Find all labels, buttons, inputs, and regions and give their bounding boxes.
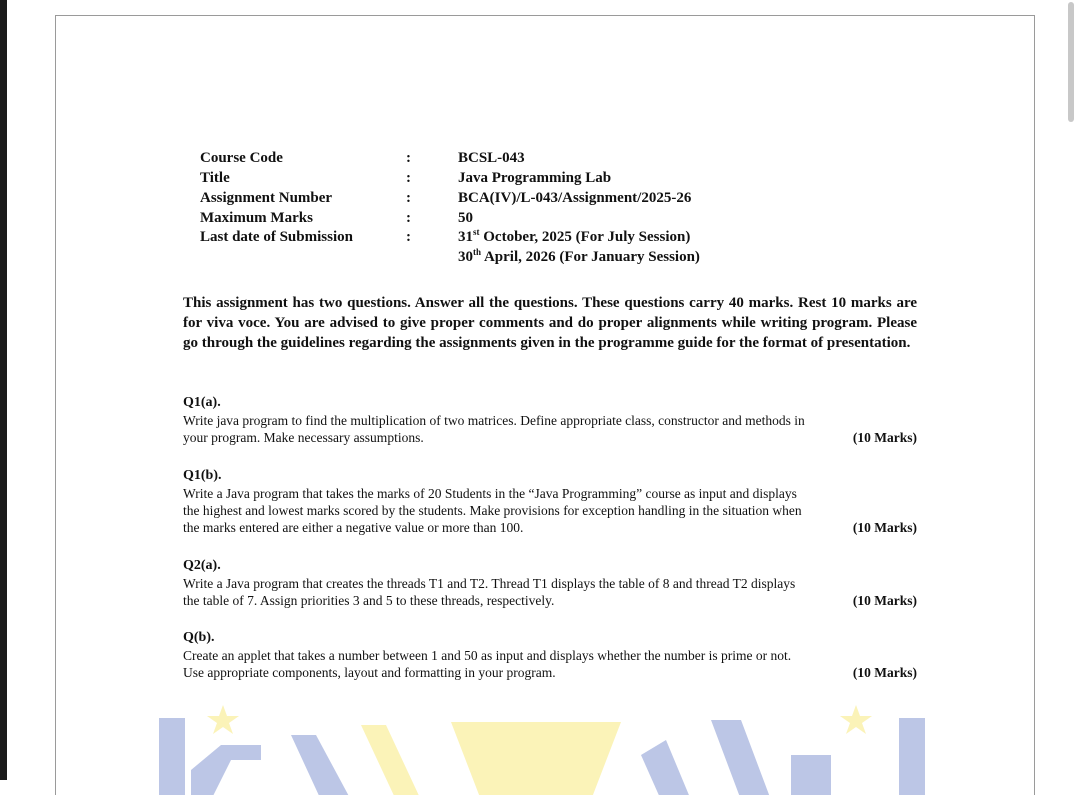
date-suffix: th [473,247,482,257]
question-body [183,412,917,446]
meta-colon: : [406,229,411,245]
watermark-blue-block [791,755,831,795]
question-label: Q1(b). [183,468,222,483]
document-page [55,15,1035,795]
date-rest: April, 2026 (For January Session) [481,249,700,265]
watermark-left-bar [159,718,185,795]
question-body [183,647,917,681]
question-label: Q2(a). [183,558,221,573]
question-q2b [183,629,917,681]
question-q1a [183,394,917,446]
question-line: Write a Java program that creates the threads T1 and T2. Thread T1 displays the table of 8 and thread T2 displays [183,576,796,591]
question-label: Q(b). [183,630,215,645]
question-line: Create an applet that takes a number between 1 and 50 as input and displays whether the number is prime or not. [183,648,792,663]
meta-colon: : [406,170,411,186]
watermark-blue-stroke [291,735,351,795]
meta-key: Title [200,170,230,186]
meta-value: BCSL-043 [458,150,525,166]
university-logo-watermark [151,700,931,795]
question-body [183,485,917,536]
meta-value: BCA(IV)/L-043/Assignment/2025-26 [458,190,692,206]
meta-value: Java Programming Lab [458,170,612,186]
instructions-paragraph: This assignment has two questions. Answer all the questions. These questions carry 40 marks. Rest 10 marks are for viva voce. You are advised to give proper comments and do proper alignments while writing program. Please go through the guidelines regarding the assignments given in the programme guide for the format of presentation. [183,295,917,351]
watermark-left-star-icon [207,705,239,734]
date-suffix: st [473,227,480,237]
vertical-scrollbar[interactable] [1064,0,1076,780]
question-line: the highest and lowest marks scored by the students. Make provisions for exception handling in the situation when [183,503,802,518]
meta-key: Last date of Submission [200,229,353,245]
date-day: 31 [458,229,473,245]
question-marks: (10 Marks) [852,593,917,608]
watermark-yellow-stroke [361,725,421,795]
watermark-blue-stroke-right [641,740,691,795]
watermark-blue-stroke-right-2 [711,720,771,795]
meta-value [458,227,690,247]
question-marks: (10 Marks) [852,665,917,680]
meta-key: Assignment Number [200,190,333,206]
question-body [183,575,917,609]
question-q2a [183,557,917,609]
meta-value [458,247,700,267]
meta-colon: : [406,190,411,206]
watermark-center-shape [451,722,621,795]
question-line: (10 Marks) the marks entered are either a negative value or more than 100. [183,520,917,535]
question-line: (10 Marks) your program. Make necessary assumptions. [183,430,917,445]
question-marks: (10 Marks) [852,520,917,535]
question-line: Write a Java program that takes the marks of 20 Students in the “Java Programming” course as input and displays [183,486,797,501]
meta-value: 50 [458,210,473,226]
meta-key: Maximum Marks [200,210,313,226]
question-label: Q1(a). [183,395,221,410]
date-rest: October, 2025 (For July Session) [479,229,691,245]
watermark-right-bar [899,718,925,795]
document-viewer[interactable] [7,0,1080,780]
meta-colon: : [406,150,411,166]
date-day: 30 [458,249,473,265]
left-window-edge [0,0,7,780]
scrollbar-thumb[interactable] [1068,2,1074,122]
watermark-right-star-icon [840,705,872,734]
question-line: Write java program to find the multiplication of two matrices. Define appropriate class, constructor and methods in [183,413,805,428]
meta-key: Course Code [200,150,283,166]
watermark-blue-shape [191,745,261,795]
meta-colon: : [406,210,411,226]
question-marks: (10 Marks) [852,430,917,445]
question-q1b [183,467,917,536]
question-line: (10 Marks) Use appropriate components, layout and formatting in your program. [183,665,917,680]
question-line: (10 Marks) the table of 7. Assign priorities 3 and 5 to these threads, respectively. [183,593,917,608]
